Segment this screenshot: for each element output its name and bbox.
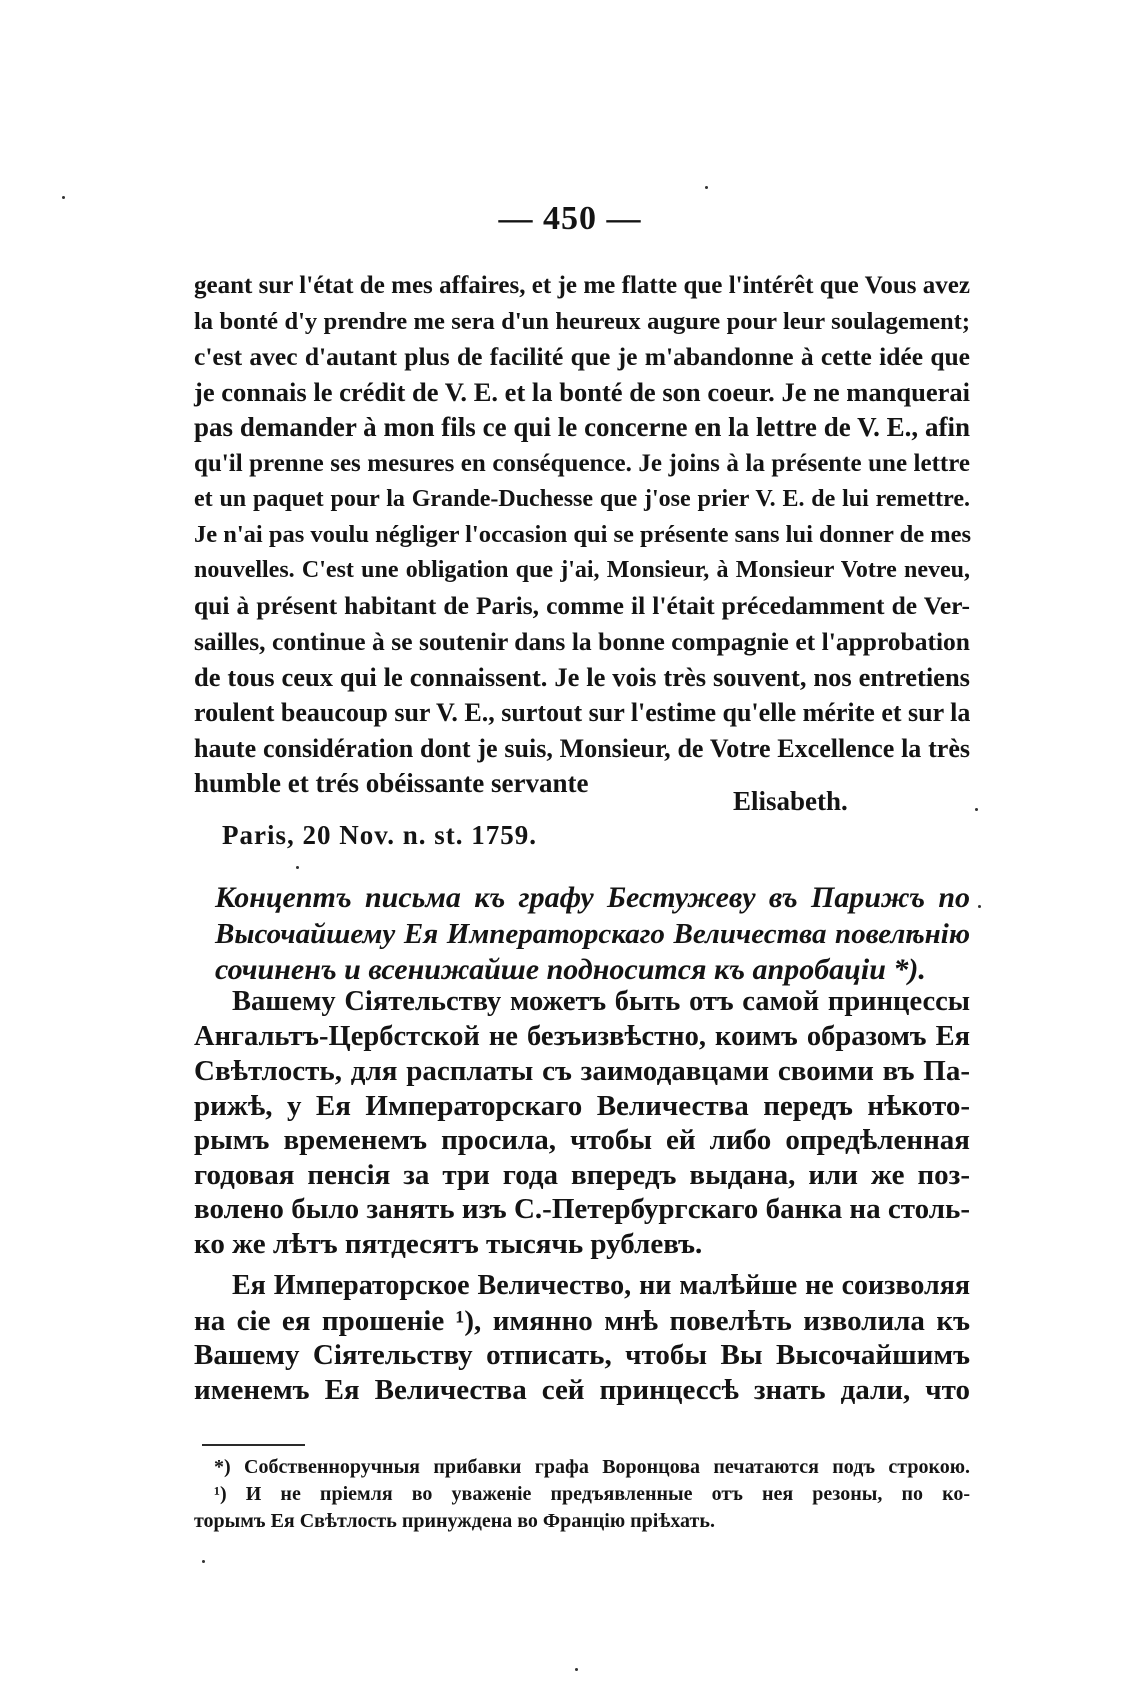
letter-dateline: Paris, 20 Nov. n. st. 1759. <box>222 820 538 850</box>
french-line: la bonté d'y prendre me sera d'un heureux augure pour leur soulagement; <box>194 307 970 335</box>
footnote-one: ¹) И не пріемля во уваженіе предъявленные отъ нея резоны, по ко- <box>214 1483 970 1505</box>
print-speck <box>62 196 65 199</box>
french-line: et un paquet pour la Grande-Duchesse que j'ose prier V. E. de lui remettre. <box>194 485 970 512</box>
paragraph-2 <box>194 1269 970 1407</box>
heading-line: сочиненъ и всенижайше подносится къ апробаціи *). <box>215 953 926 986</box>
print-speck <box>202 1560 205 1563</box>
french-line: humble et trés obéissante servante <box>194 768 589 799</box>
russian-body-text <box>194 985 970 1407</box>
french-line: haute considération dont je suis, Monsieur, de Votre Excellence la très <box>194 733 970 763</box>
heading-line: Концептъ письма къ графу Бестужеву въ Парижъ по <box>215 881 970 914</box>
french-line: de tous ceux qui le connaissent. Je le vois très souvent, nos entretiens <box>194 661 970 692</box>
russian-heading <box>215 880 970 988</box>
french-line: qu'il prenne ses mesures en conséquence. Je joins à la présente une lettre <box>194 449 970 477</box>
french-line: c'est avec d'autant plus de facilité que je m'abandonne à cette idée que <box>194 342 970 372</box>
french-letter-text <box>194 268 970 802</box>
body-line: ко же лѣтъ пятдесятъ тысячь рублевъ. <box>194 1227 703 1260</box>
footnote-one-continued: торымъ Ея Свѣтлость принуждена во Францію пріѣхать. <box>194 1510 715 1532</box>
heading-line: Высочайшему Ея Императорскаго Величества повелѣнію <box>215 918 970 950</box>
french-line: sailles, continue à se soutenir dans la bonne compagnie et l'approbation <box>194 626 970 656</box>
french-line: qui à présent habitant de Paris, comme il l'était précedamment de Ver- <box>194 591 970 621</box>
french-line: je connais le crédit de V. E. et la bonté de son coeur. Je ne manquerai <box>194 376 970 407</box>
footnotes <box>194 1454 970 1535</box>
french-line: geant sur l'état de mes affaires, et je me flatte que l'intérêt que Vous avez <box>194 272 970 299</box>
print-speck <box>978 905 981 908</box>
body-line: Свѣтлость, для расплаты съ заимодавцами своими въ Па- <box>194 1055 970 1087</box>
print-speck <box>975 808 978 811</box>
french-line: pas demander à mon fils ce qui le concerne en la lettre de V. E., afin <box>194 412 970 443</box>
body-line: рымъ временемъ просила, чтобы ей либо опредѣленная <box>194 1124 970 1156</box>
letter-signature: Elisabeth. <box>733 786 848 816</box>
body-line: Ангальтъ-Цербстской не безъизвѣстно, коимъ образомъ Ея <box>194 1020 970 1052</box>
page-number: — 450 — <box>498 200 642 237</box>
body-line: рижѣ, у Ея Императорскаго Величества передъ нѣкото- <box>194 1089 970 1122</box>
print-speck <box>296 866 299 869</box>
print-speck <box>575 1668 578 1671</box>
footnote-star: *) Собственноручныя прибавки графа Воронцова печатаются подъ строкою. <box>214 1456 970 1478</box>
body-line: волено было занять изъ С.-Петербургскаго банка на столь- <box>194 1193 970 1225</box>
print-speck <box>705 186 708 189</box>
body-line: Вашему Сіятельству можетъ быть отъ самой принцессы <box>232 986 970 1017</box>
french-line: nouvelles. C'est une obligation que j'ai, Monsieur, à Monsieur Votre neveu, <box>194 556 970 583</box>
footnote-divider <box>202 1444 305 1446</box>
french-line: Je n'ai pas voulu négliger l'occasion qui se présente sans lui donner de mes <box>194 521 972 549</box>
body-line: Вашему Сіятельству отписать, чтобы Вы Высочайшимъ <box>194 1339 970 1371</box>
french-line: roulent beaucoup sur V. E., surtout sur l'estime qu'elle mérite et sur la <box>194 698 971 728</box>
body-line: на сіе ея прошеніе ¹), имянно мнѣ повелѣть изволила къ <box>194 1304 970 1337</box>
body-line: Ея Императорское Величество, ни малѣйше не соизволяя <box>232 1270 970 1301</box>
body-line: годовая пенсія за три года впередъ выдана, или же поз- <box>194 1158 970 1191</box>
paragraph-1 <box>194 985 970 1261</box>
body-line: именемъ Ея Величества сей принцессѣ знать дали, что <box>194 1373 970 1406</box>
